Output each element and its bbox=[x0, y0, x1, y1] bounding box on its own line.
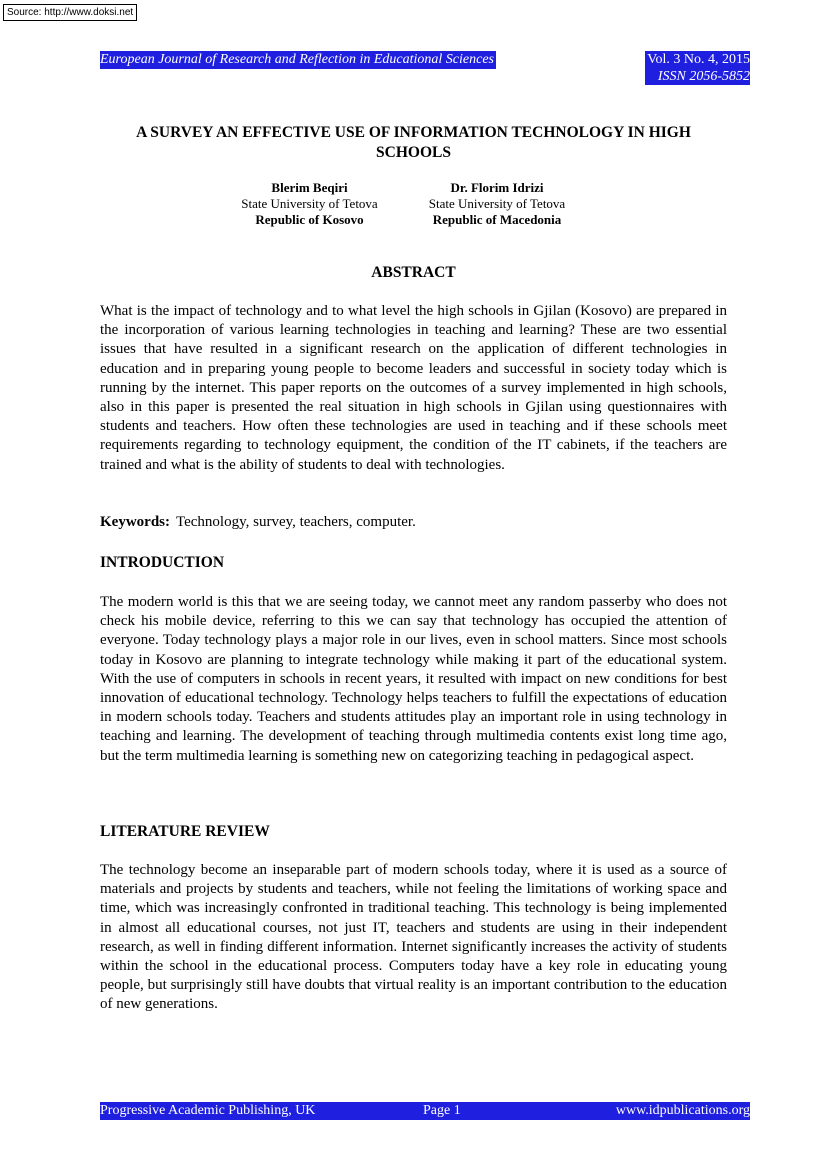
author-country: Republic of Macedonia bbox=[432, 212, 562, 227]
footer-publisher: Progressive Academic Publishing, UK bbox=[100, 1103, 316, 1118]
paper-title: A SURVEY AN EFFECTIVE USE OF INFORMATION TECHNOLOGY IN HIGH SCHOOLS bbox=[136, 124, 691, 161]
author-name: Blerim Beqiri bbox=[271, 180, 348, 195]
footer-url: www.idpublications.org bbox=[615, 1103, 750, 1118]
keywords-line bbox=[100, 512, 416, 532]
abstract-heading: ABSTRACT bbox=[371, 264, 456, 281]
author-affiliation: State University of Tetova bbox=[428, 196, 566, 211]
page-footer bbox=[100, 1102, 750, 1120]
introduction-heading: INTRODUCTION bbox=[100, 554, 225, 571]
keywords-label: Keywords: bbox=[100, 514, 170, 530]
author-affiliation: State University of Tetova bbox=[241, 196, 378, 211]
volume-block bbox=[645, 51, 750, 85]
journal-name: European Journal of Research and Reflection in Educational Sciences bbox=[100, 52, 494, 67]
volume-info: Vol. 3 No. 4, 2015 bbox=[647, 52, 750, 67]
author-name: Dr. Florim Idrizi bbox=[450, 180, 544, 195]
keywords-text: Technology, survey, teachers, computer. bbox=[176, 514, 416, 530]
literature-text: The technology become an inseparable part of modern schools today, where it is used as a source of materials and projects by students and teachers, while not feeling the limitations of working space and time, which was increasingly confronted in traditional teaching. This technology is being implemented in almost all educational courses, not just IT, teachers and students are using in their independent research, as well in finding different information. Internet significantly increases the activity of students within the school in the educational process. Computers today have a key role in educating young people, but surprisingly still have doubts that virtual reality is an important contribution to the education of new generations. bbox=[100, 862, 727, 1013]
author-country: Republic of Kosovo bbox=[255, 212, 364, 227]
author-block bbox=[414, 180, 580, 228]
author-block bbox=[227, 180, 392, 228]
introduction-text: The modern world is this that we are seeing today, we cannot meet any random passerby who does not check his mobile device, referring to this we can say that technology has occupied the attention of everyone. Today technology plays a major role in our lives, even in school matters. Since most schools today in Kosovo are planning to integrate technology while making it part of the educational system. With the use of computers in schools in recent years, it resulted with impact on new conditions for best innovation of educational technology. Technology helps teachers to fulfill the expectations of education in modern schools today. Teachers and students attitudes play an important role in using technology in teaching and learning. The development of teaching through multimedia contents exist long time ago, but the term multimedia learning is something new on categorizing teaching in pedagogical aspect. bbox=[100, 594, 727, 764]
literature-heading: LITERATURE REVIEW bbox=[100, 823, 270, 840]
source-label: Source: http://www.doksi.net bbox=[3, 4, 137, 21]
footer-page-number: Page 1 bbox=[423, 1103, 461, 1118]
issn: ISSN 2056-5852 bbox=[657, 69, 750, 84]
abstract-text: What is the impact of technology and to what level the high schools in Gjilan (Kosovo) are prepared in the incorporation of various learning technologies in teaching and learning? These are two essential issues that have resulted in a significant research on the application of different technologies in education and in preparing young people to become leaders and successful in society today which is running by the internet. This paper reports on the outcomes of a survey implemented in high schools, also in this paper is presented the real situation in high schools in Gjilan using questionnaires with students and teachers. How often these technologies are used in teaching and if these schools meet requirements regarding to technology equipment, the condition of the IT cabinets, if the teachers are trained and what is the ability of students to deal with technologies. bbox=[100, 303, 727, 473]
